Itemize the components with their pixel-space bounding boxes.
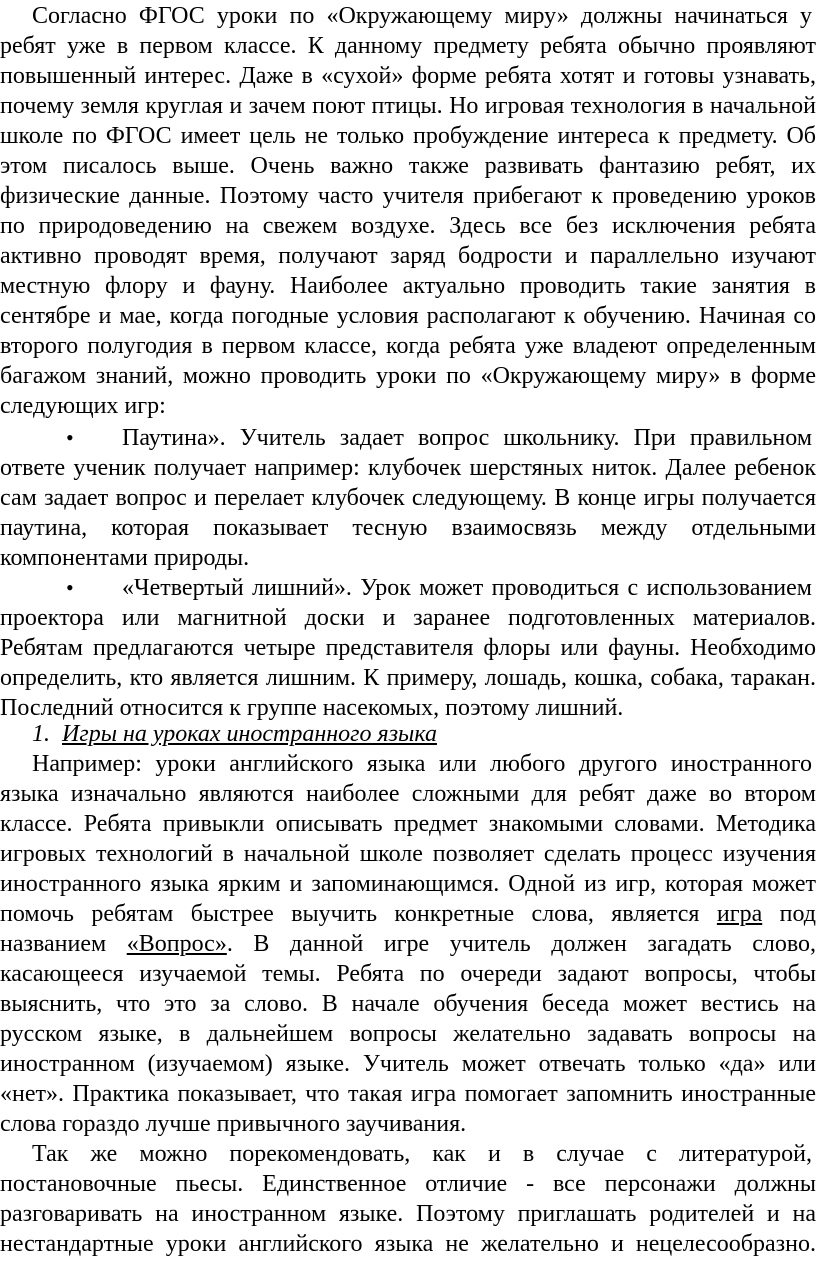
paragraph-line: разговаривать на иностранном языке. Поэтому приглашать родителей и на [0, 1201, 816, 1227]
paragraph-line: местную флору и фауну. Наиболее актуально проводить такие занятия в [0, 273, 816, 299]
paragraph-line: русском языке, в дальнейшем вопросы желательно задавать вопросы на [0, 1021, 816, 1047]
section-heading [32, 720, 437, 748]
paragraph-line: багажом знаний, можно проводить уроки по «Окружающему миру» в форме [0, 363, 816, 389]
paragraph-line: выяснить, что это за слово. В начале обучения беседа может вестись на [0, 991, 816, 1017]
paragraph-line: повышенный интерес. Даже в «сухой» форме ребята хотят и готовы узнавать, [0, 63, 816, 89]
list-item-line: «Четвертый лишний». Урок может проводиться с использованием [122, 575, 812, 601]
paragraph-line: игровых технологий в начальной школе позволяет сделать процесс изучения [0, 841, 816, 867]
list-item-line: Ребятам предлагаются четыре представителя флоры или фауны. Необходимо [0, 635, 816, 661]
paragraph-line-with-link [0, 900, 816, 928]
bullet-icon: • [66, 575, 74, 600]
paragraph-line: языка изначально являются наиболее сложными для ребят даже во втором [0, 781, 816, 807]
paragraph-line: школе по ФГОС имеет цель не только пробуждение интереса к предмету. Об [0, 123, 816, 149]
vopros-link[interactable]: «Вопрос» [126, 931, 227, 957]
paragraph-line: активно проводят время, получают заряд бодрости и параллельно изучают [0, 243, 816, 269]
list-item-line: паутина, которая показывает тесную взаимосвязь между отдельными [0, 515, 816, 541]
list-item-line: компонентами природы. [0, 545, 250, 571]
list-item-line: Паутина». Учитель задает вопрос школьнику. При правильном [122, 425, 812, 451]
list-item-line: определить, кто является лишним. К примеру, лошадь, кошка, собака, таракан. [0, 665, 816, 691]
text-segment: . В данной игре учитель должен загадать слово, [226, 931, 816, 957]
paragraph-line: второго полугодия в первом классе, когда ребята уже владеют определенным [0, 333, 816, 359]
list-item-line: ответе ученик получает например: клубочек шерстяных ниток. Далее ребенок [0, 455, 816, 481]
paragraph-line: касающееся изучаемой темы. Ребята по очереди задают вопросы, чтобы [0, 961, 816, 987]
paragraph-line: Например: уроки английского языка или любого другого иностранного [32, 751, 812, 777]
paragraph-line: постановочные пьесы. Единственное отличие - все персонажи должны [0, 1171, 816, 1197]
paragraph-line: следующих игр: [0, 393, 166, 419]
text-segment: помочь ребятам быстрее выучить конкретные слова, является [0, 901, 700, 927]
paragraph-line: Так же можно порекомендовать, как и в случае с литературой, [32, 1141, 812, 1167]
paragraph-line: нестандартные уроки английского языка не желательно и нецелесообразно. [0, 1231, 816, 1257]
paragraph-line: иностранного языка ярким и запоминающимся. Одной из игр, которая может [0, 871, 816, 897]
paragraph-line: классе. Ребята привыкли описывать предмет знакомыми словами. Методика [0, 811, 816, 837]
paragraph-line: физические данные. Поэтому часто учителя прибегают к проведению уроков [0, 183, 816, 209]
paragraph-line: сентябре и мае, когда погодные условия располагают к обучению. Начиная со [0, 303, 816, 329]
heading-number: 1. [32, 721, 50, 747]
list-item-line: проектора или магнитной доски и заранее подготовленных материалов. [0, 605, 816, 631]
paragraph-line: «нет». Практика показывает, что такая игра помогает запомнить иностранные [0, 1081, 816, 1107]
list-item-line: сам задает вопрос и перелает клубочек следующему. В конце игры получается [0, 485, 816, 511]
paragraph-line-with-link [0, 930, 816, 958]
paragraph-line: почему земля круглая и зачем поют птицы. Но игровая технология в начальной [0, 93, 816, 119]
paragraph-line: иностранном (изучаемом) языке. Учитель может отвечать только «да» или [0, 1051, 816, 1077]
paragraph-line: Согласно ФГОС уроки по «Окружающему миру» должны начинаться у [32, 3, 812, 29]
paragraph-line: этом писалось выше. Очень важно также развивать фантазию ребят, их [0, 153, 816, 179]
igra-link[interactable]: игра [716, 901, 763, 927]
paragraph-line: слова гораздо лучше привычного заучивания. [0, 1111, 467, 1137]
bullet-icon: • [66, 425, 74, 450]
paragraph-line: по природоведению на свежем воздухе. Здесь все без исключения ребята [0, 213, 816, 239]
heading-text: Игры на уроках иностранного языка [62, 721, 437, 747]
list-item-line: Последний относится к группе насекомых, поэтому лишний. [0, 695, 624, 721]
text-segment: под [779, 901, 816, 927]
text-segment: названием [0, 931, 107, 957]
paragraph-line: ребят уже в первом классе. К данному предмету ребята обычно проявляют [0, 33, 816, 59]
